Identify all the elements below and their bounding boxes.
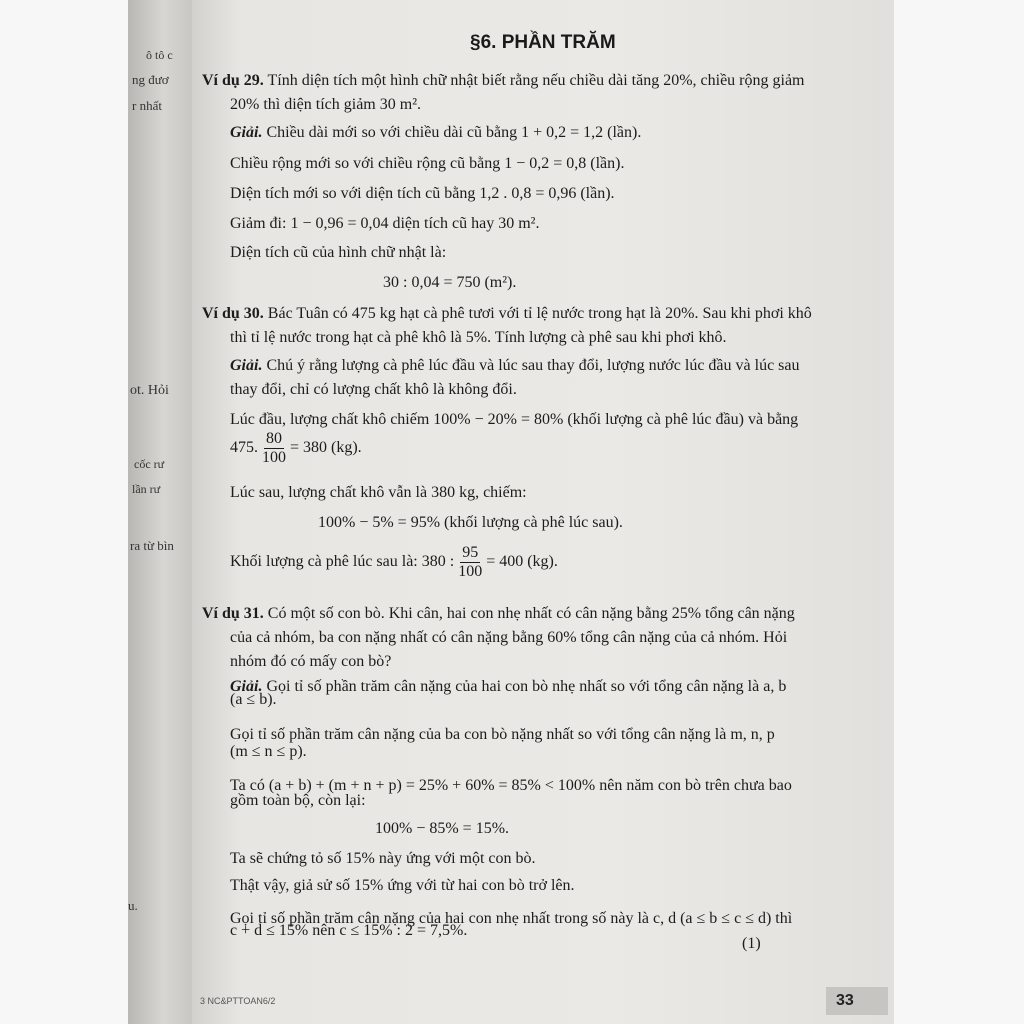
example-31-solution-line-3: Gọi tỉ số phần trăm cân nặng của ba con bò nặng nhất so với tổng cân nặng là m, n, p [230,726,775,743]
footer-code: 3 NC&PTTOAN6/2 [200,996,276,1006]
example-31-solution-line-6: gồm toàn bộ, còn lại: [230,792,366,809]
example-29-solution-line-1 [230,124,641,142]
equation-number: (1) [742,935,761,952]
expression-result: = 400 (kg). [486,553,558,571]
example-29-solution-line-4: Giảm đi: 1 − 0,96 = 0,04 diện tích cũ hay 30 m². [230,215,540,232]
prev-page-fragment: ô tô c [146,48,173,62]
prev-page-fragment: u. [128,898,138,913]
example-31-solution-equation: 100% − 85% = 15%. [375,820,510,837]
example-30-solution-line-3: Lúc đầu, lượng chất khô chiếm 100% − 20% = 80% (khối lượng cà phê lúc đầu) và bằng [230,411,799,428]
prev-page-fragment: cốc rư [134,457,165,471]
example-29-label: Ví dụ 29. [202,72,264,89]
example-30-solution-line-2: thay đổi, chỉ có lượng chất khô là không đổi. [230,381,517,398]
example-29-line-1 [202,72,805,90]
example-29-solution-line-5: Diện tích cũ của hình chữ nhật là: [230,244,447,261]
fraction-denominator: 100 [458,563,483,580]
example-30-solution-final-line [230,544,558,581]
example-30-line-1 [202,305,812,323]
example-31-solution-line-11: c + d ≤ 15% nên c ≤ 15% : 2 = 7,5%. [230,922,468,939]
example-31-solution-line-1 [230,678,786,696]
example-30-solution-line-1 [230,357,800,375]
example-31-line-2: của cả nhóm, ba con nặng nhất có cân nặng bằng 60% tổng cân nặng của cả nhóm. Hỏi [230,629,788,646]
page-number: 33 [826,987,888,1015]
prev-page-fragment: ra từ bìn [130,538,174,553]
prev-page-fragment: ot. Hỏi [130,383,169,398]
fraction-numerator: 95 [462,544,479,561]
background-left [0,0,128,1024]
example-29-solution-line-3: Diện tích mới so với diện tích cũ bằng 1,2 . 0,8 = 0,96 (lần). [230,185,615,202]
example-31-solution-line-5: Ta có (a + b) + (m + n + p) = 25% + 60% = 85% < 100% nên năm con bò trên chưa bao [230,777,792,794]
example-31-solution-line-9: Thật vậy, giả sử số 15% ứng với từ hai con bò trở lên. [230,877,575,894]
example-31-solution-line-8: Ta sẽ chứng tỏ số 15% này ứng với một con bò. [230,850,536,867]
example-30-solution-line-5: Lúc sau, lượng chất khô vẫn là 380 kg, chiếm: [230,484,527,501]
expression-result: = 380 (kg). [290,439,362,457]
section-title: §6. PHẦN TRĂM [470,32,616,53]
example-31-text: Có một số con bò. Khi cân, hai con nhẹ nhất có cân nặng bằng 25% tổng cân nặng [267,605,795,622]
book-page [192,0,894,1024]
prev-page-fragment: lần rư [132,482,161,496]
example-31-line-3: nhóm đó có mấy con bò? [230,653,392,670]
solution-label: Giải. [230,678,263,695]
fraction-denominator: 100 [262,449,286,466]
example-30-label: Ví dụ 30. [202,305,264,322]
solution-label: Giải. [230,357,263,374]
example-30-solution-fraction-line [230,430,362,467]
example-29-solution-line-2: Chiều rộng mới so với chiều rộng cũ bằng 1 − 0,2 = 0,8 (lần). [230,155,625,172]
previous-page-edge [128,0,192,1024]
example-30-text: Bác Tuân có 475 kg hạt cà phê tươi với tỉ lệ nước trong hạt là 20%. Sau khi phơi khô [267,305,812,322]
prev-page-fragment: ng đươ [132,72,169,87]
example-29-text: Tính diện tích một hình chữ nhật biết rằng nếu chiều dài tăng 20%, chiều rộng giảm [267,72,805,89]
example-31-line-1 [202,605,795,623]
solution-label: Giải. [230,124,263,141]
example-30-solution-line-6: 100% − 5% = 95% (khối lượng cà phê lúc sau). [318,514,623,531]
solution-text: Chiều dài mới so với chiều dài cũ bằng 1 + 0,2 = 1,2 (lần). [266,124,642,141]
example-31-solution-line-2: (a ≤ b). [230,691,277,708]
expression-prefix: Khối lượng cà phê lúc sau là: 380 : [230,553,455,571]
solution-text: Chú ý rằng lượng cà phê lúc đầu và lúc sau thay đổi, lượng nước lúc đầu và lúc sau [266,357,800,374]
solution-text: Gọi tỉ số phần trăm cân nặng của hai con bò nhẹ nhất so với tổng cân nặng là a, b [266,678,787,695]
example-31-solution-line-10: Gọi tỉ số phần trăm cân nặng của hai con nhẹ nhất trong số này là c, d (a ≤ b ≤ c ≤ d) thì [230,910,793,927]
background-right [894,0,1024,1024]
fraction [456,544,484,581]
example-31-solution-line-4: (m ≤ n ≤ p). [230,743,307,760]
example-29-solution-equation: 30 : 0,04 = 750 (m²). [383,274,517,291]
example-30-line-2: thì tỉ lệ nước trong hạt cà phê khô là 5%. Tính lượng cà phê sau khi phơi khô. [230,329,727,346]
fraction [260,430,288,467]
expression-prefix: 475. [230,439,258,457]
prev-page-fragment: r nhất [132,98,162,113]
example-31-label: Ví dụ 31. [202,605,264,622]
example-29-line-2: 20% thì diện tích giảm 30 m². [230,96,421,113]
fraction-numerator: 80 [266,430,282,447]
